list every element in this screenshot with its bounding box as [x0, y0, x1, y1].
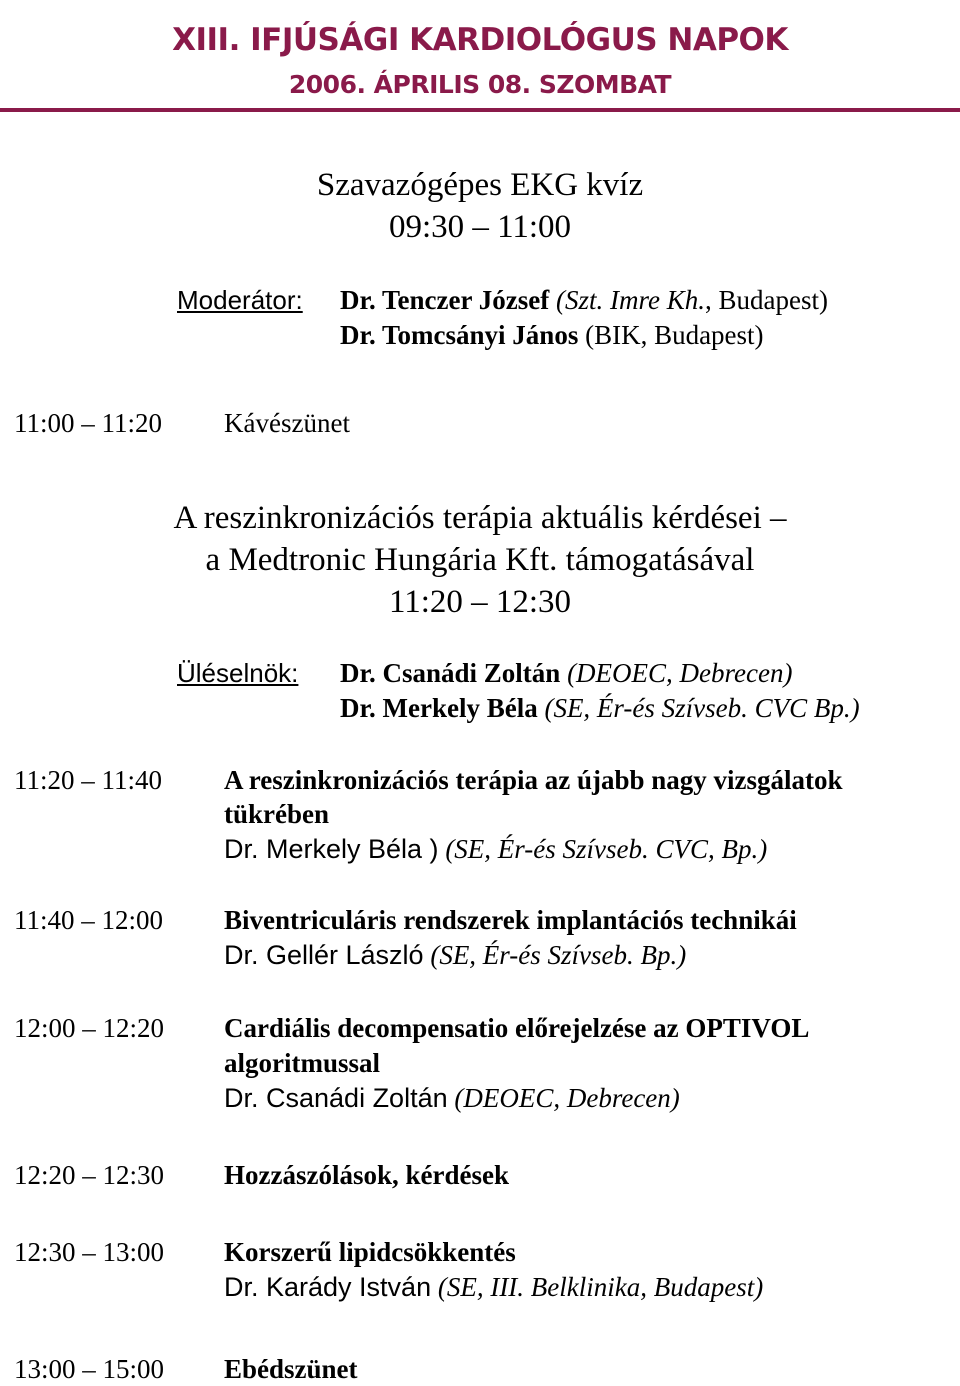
- session2-title-line2: a Medtronic Hungária Kft. támogatásával: [205, 542, 755, 578]
- chair-1: [340, 656, 792, 690]
- moderator-2-affiliation: (BIK, Budapest): [585, 320, 764, 350]
- chair-label: Üléselnök:: [177, 658, 299, 688]
- moderator-2-name: Dr. Tomcsányi János: [340, 320, 579, 350]
- chair-2-affiliation: (SE, Ér-és Szívseb. CVC Bp.): [544, 693, 860, 723]
- event-date: 2006. ÁPRILIS 08. SZOMBAT: [288, 70, 672, 99]
- talk-3-title-cont: algoritmussal: [224, 1048, 381, 1078]
- lunch-time: 13:00 – 15:00: [14, 1354, 165, 1384]
- talk-1-affiliation: (SE, Ér-és Szívseb. CVC, Bp.): [445, 834, 768, 864]
- session2-title-line1: A reszinkronizációs terápia aktuális kérdései –: [173, 500, 787, 536]
- moderator-1-affiliation: , Budapest): [704, 285, 828, 315]
- talk-2-speaker: Dr. Gellér László: [224, 940, 424, 970]
- moderator-1: [340, 283, 828, 317]
- talk-1-speaker: Dr. Merkely Béla ): [224, 834, 439, 864]
- chair-2-name: Dr. Merkely Béla: [340, 693, 538, 723]
- moderator-2: [340, 318, 764, 352]
- talk-2-speaker-line: [224, 938, 686, 972]
- lunch-title: Ebédszünet: [224, 1354, 358, 1384]
- talk-1-speaker-line: [224, 832, 767, 866]
- talk-5-speaker: Dr. Karády István: [224, 1272, 432, 1302]
- talk-3-title: Cardiális decompensatio előrejelzése az OPTIVOL: [224, 1013, 810, 1043]
- chair-1-affiliation: (DEOEC, Debrecen): [567, 658, 793, 688]
- talk-4-title: Hozzászólások, kérdések: [224, 1160, 509, 1190]
- talk-5-affiliation: (SE, III. Belklinika, Budapest): [437, 1272, 764, 1302]
- talk-3-speaker: Dr. Csanádi Zoltán: [224, 1083, 448, 1113]
- moderator-1-affiliation-italic: (Szt. Imre Kh.: [555, 285, 705, 315]
- talk-2-affiliation: (SE, Ér-és Szívseb. Bp.): [430, 940, 687, 970]
- talk-3-speaker-line: [224, 1081, 680, 1115]
- talk-3-time: 12:00 – 12:20: [14, 1013, 165, 1043]
- session1-title: Szavazógépes EKG kvíz: [316, 167, 644, 203]
- talk-3-affiliation: (DEOEC, Debrecen): [454, 1083, 680, 1113]
- session2-time: 11:20 – 12:30: [388, 584, 572, 620]
- talk-1-title: A reszinkronizációs terápia az újabb nagy vizsgálatok: [224, 765, 843, 795]
- header-banner: [0, 0, 960, 112]
- talk-5-time: 12:30 – 13:00: [14, 1237, 165, 1267]
- talk-5-title: Korszerű lipidcsökkentés: [224, 1237, 516, 1267]
- moderator-label: Moderátor:: [177, 285, 303, 315]
- talk-2-title: Biventriculáris rendszerek implantációs technikái: [224, 905, 797, 935]
- event-title: XIII. IFJÚSÁGI KARDIOLÓGUS NAPOK: [172, 22, 788, 58]
- talk-1-time: 11:20 – 11:40: [14, 765, 162, 795]
- break1-title: Kávészünet: [224, 408, 350, 438]
- talk-2-time: 11:40 – 12:00: [14, 905, 164, 935]
- moderator-1-name: Dr. Tenczer József: [340, 285, 550, 315]
- break1-time: 11:00 – 11:20: [14, 408, 162, 438]
- talk-4-time: 12:20 – 12:30: [14, 1160, 165, 1190]
- talk-5-speaker-line: [224, 1270, 763, 1304]
- chair-1-name: Dr. Csanádi Zoltán: [340, 658, 561, 688]
- chair-2: [340, 691, 860, 725]
- session1-time: 09:30 – 11:00: [388, 209, 572, 245]
- talk-1-title-cont: tükrében: [224, 799, 330, 829]
